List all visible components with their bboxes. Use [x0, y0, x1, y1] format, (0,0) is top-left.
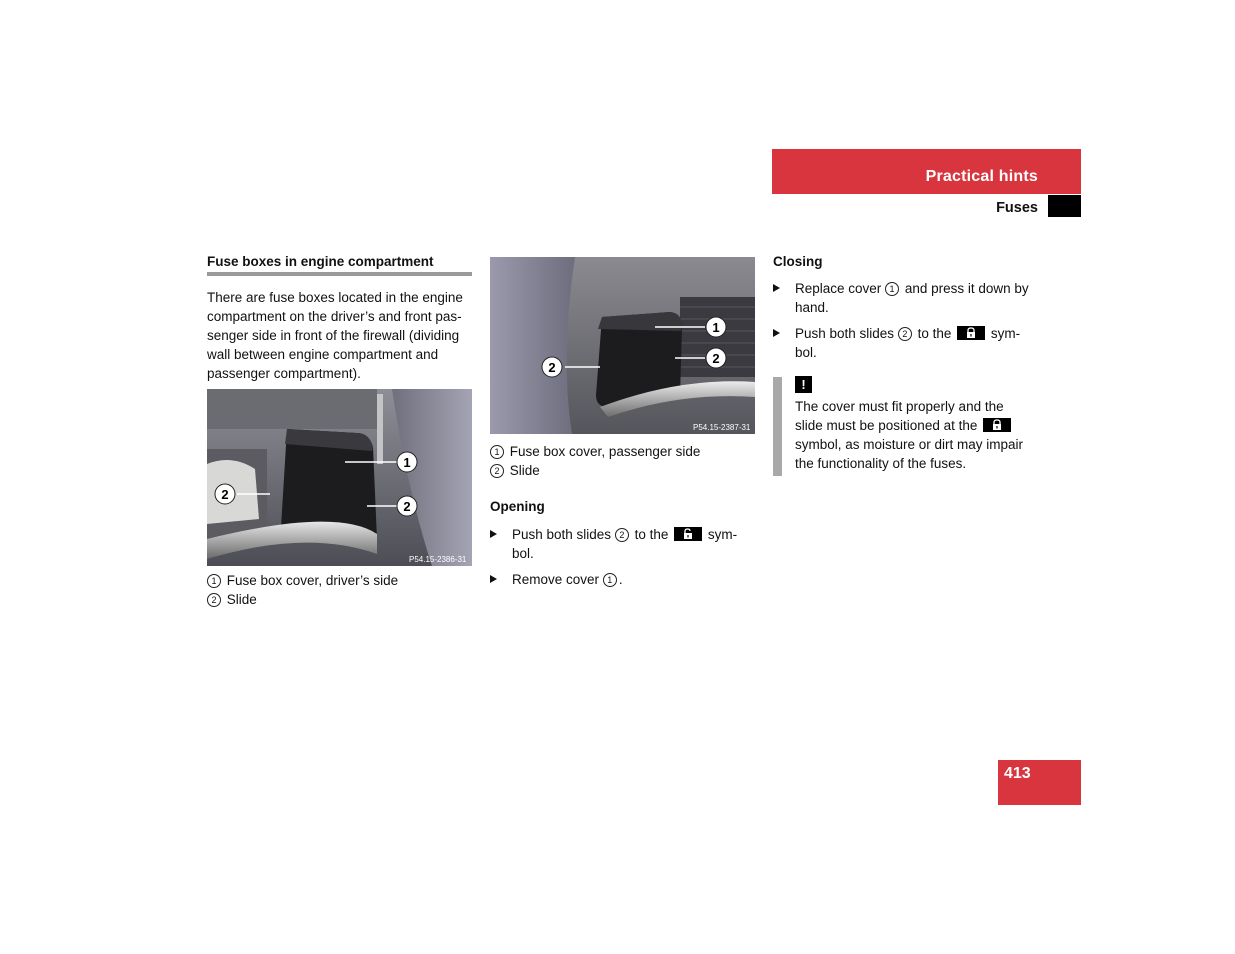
figure-caption-2	[490, 442, 700, 480]
lock-closed-icon	[957, 326, 985, 340]
caption-text: Fuse box cover, passenger side	[509, 444, 701, 459]
header-marker	[1048, 195, 1081, 217]
callout-number: 2	[898, 327, 912, 341]
paragraph-line: compartment on the driver’s and front pas-	[207, 309, 462, 324]
paragraph-line: There are fuse boxes located in the engine	[207, 290, 463, 305]
paragraph-line: senger side in front of the firewall (dividing	[207, 328, 460, 343]
warning-text: The cover must fit properly and the slide must be positioned at the symbol, as moisture or dirt may impair the functionality of the fuses.	[795, 399, 1024, 471]
bullet-triangle-icon	[773, 329, 780, 337]
callout-2	[397, 496, 417, 516]
figure-code: P54.15-2387-31	[693, 423, 751, 432]
svg-text:2: 2	[221, 487, 229, 502]
svg-text:2: 2	[548, 360, 556, 375]
subsection-title: Fuses	[996, 200, 1038, 216]
svg-text:1: 1	[712, 320, 720, 335]
warning-bar	[773, 377, 782, 476]
bullet-triangle-icon	[490, 575, 497, 583]
figure-driver-side	[207, 389, 472, 566]
intro-paragraph	[207, 288, 477, 383]
opening-step-2: Remove cover 1 .	[490, 570, 760, 590]
callout-2	[542, 357, 562, 377]
closing-heading: Closing	[773, 254, 823, 269]
callout-2	[215, 484, 235, 504]
callout-number: 2	[207, 593, 221, 607]
warning-exclamation-icon: !	[795, 376, 812, 393]
callout-number: 1	[490, 445, 504, 459]
caption-text: Fuse box cover, driver’s side	[226, 573, 399, 588]
closing-step-2: Push both slides 2 to the sym- bol.	[773, 324, 1043, 364]
callout-number: 1	[207, 574, 221, 588]
caption-text: Slide	[509, 463, 540, 478]
lock-open-icon	[674, 527, 702, 541]
fuse-boxes-heading: Fuse boxes in engine compartment	[207, 254, 434, 269]
paragraph-line: wall between engine compartment and	[207, 347, 439, 362]
heading-rule	[207, 272, 472, 276]
opening-heading: Opening	[490, 499, 545, 514]
callout-2	[706, 348, 726, 368]
page-number: 413	[1004, 765, 1031, 782]
closing-step-1: Replace cover 1 and press it down by hand.	[773, 279, 1043, 319]
lock-closed-icon	[983, 418, 1011, 432]
figure-passenger-side	[490, 257, 755, 434]
callout-number: 1	[885, 282, 899, 296]
section-title: Practical hints	[925, 168, 1038, 185]
svg-text:2: 2	[403, 499, 411, 514]
caption-text: Slide	[226, 592, 257, 607]
opening-step-1: Push both slides 2 to the sym- bol.	[490, 525, 760, 565]
callout-number: 2	[490, 464, 504, 478]
paragraph-line: passenger compartment).	[207, 366, 361, 381]
callout-1	[397, 452, 417, 472]
callout-number: 1	[603, 573, 617, 587]
svg-text:1: 1	[403, 455, 411, 470]
svg-text:2: 2	[712, 351, 720, 366]
figure-code: P54.15-2386-31	[409, 555, 467, 564]
bullet-triangle-icon	[490, 530, 497, 538]
callout-1	[706, 317, 726, 337]
bullet-triangle-icon	[773, 284, 780, 292]
figure-caption-1	[207, 571, 398, 609]
callout-number: 2	[615, 528, 629, 542]
